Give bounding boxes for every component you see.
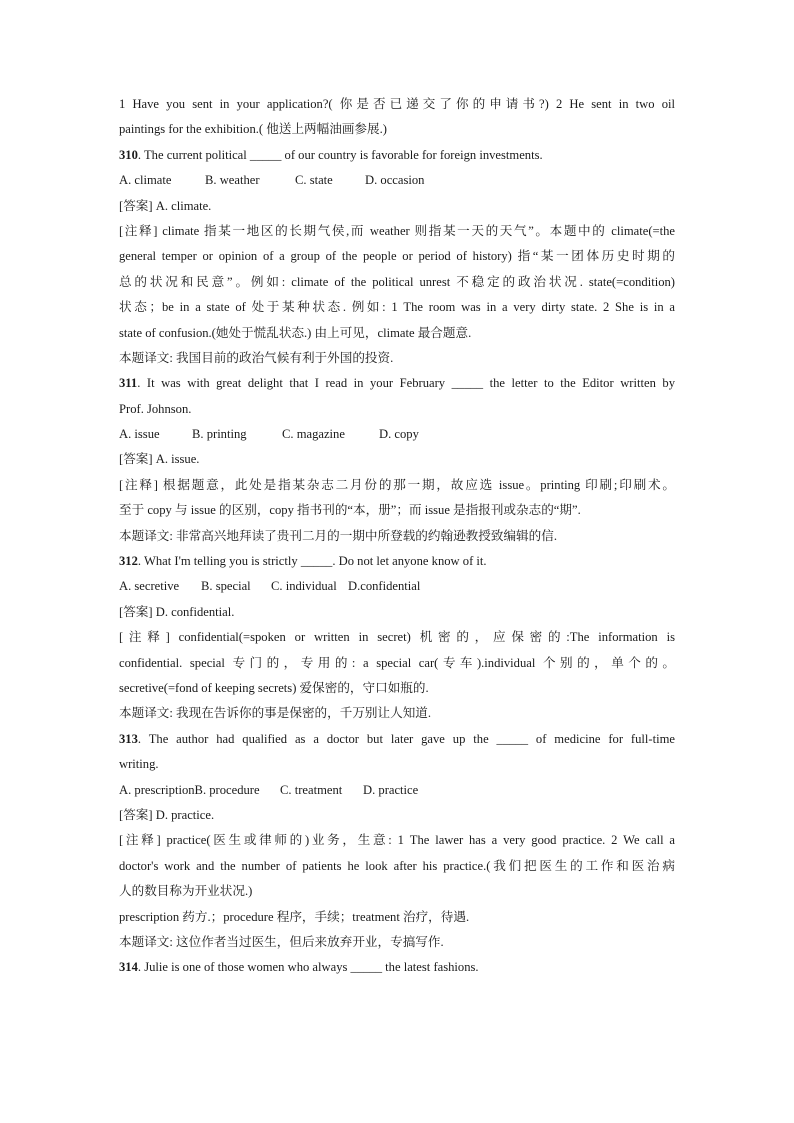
question-stem: . The author had qualified as a doctor but later gave up the _____ of medicine for full-time xyxy=(137,731,675,746)
note-310-line-1: [注释] climate 指某一地区的长期气侯,而 weather 则指某一天的天气”。本题中的 climate(=the xyxy=(119,223,675,238)
option-c: C. magazine xyxy=(282,427,345,442)
option-a: A. issue xyxy=(119,427,160,442)
option-b: B. special xyxy=(201,579,251,594)
note-313-line-1: [注释] practice(医生或律师的)业务，生意: 1 The lawer has a very good practice. 2 We call a xyxy=(119,833,675,848)
question-stem: . It was with great delight that I read in your February _____ the letter to the Editor written by xyxy=(137,376,675,391)
option-d: D. occasion xyxy=(365,173,425,188)
option-b: B. weather xyxy=(205,173,260,188)
translation-312: 本题译文: 我现在告诉你的事是保密的，千万别让人知道. xyxy=(119,706,432,721)
options-310 xyxy=(119,168,675,193)
option-d: D. practice xyxy=(363,782,419,797)
question-310 xyxy=(119,143,675,168)
answer-312: [答案] D. confidential. xyxy=(119,604,235,619)
document-page xyxy=(119,92,675,981)
question-number: 313 xyxy=(119,731,138,746)
options-313 xyxy=(119,778,675,803)
question-stem: . The current political _____ of our country is favorable for foreign investments. xyxy=(137,147,543,162)
question-313-cont: writing. xyxy=(119,757,159,772)
translation-310: 本题译文: 我国目前的政治气候有利于外国的投资. xyxy=(119,350,394,365)
note-313-line-2: doctor's work and the number of patients he look after his practice.(我们把医生的工作和医治病 xyxy=(119,858,675,873)
note-310-line-3: 总的状况和民意”。例如: climate of the political unrest 不稳定的政治状况. state(=condition) xyxy=(119,274,675,289)
question-number: 312 xyxy=(119,554,138,569)
translation-313: 本题译文: 这位作者当过医生，但后来放弃开业，专搞写作. xyxy=(119,934,444,949)
option-d: D. copy xyxy=(379,427,419,442)
option-d: D.confidential xyxy=(348,579,421,594)
option-a: A. climate xyxy=(119,173,172,188)
options-312 xyxy=(119,574,675,599)
option-c: C. individual xyxy=(271,579,337,594)
answer-313: [答案] D. practice. xyxy=(119,807,215,822)
note-310-line-5: state of confusion.(她处于慌乱状态.) 由上可见，climate 最合题意. xyxy=(119,325,472,340)
note-313-line-3: 人的数目称为开业状况.) xyxy=(119,884,253,899)
note-311-line-1: [注释] 根据题意，此处是指某杂志二月份的那一期，故应选 issue。printing 印刷;印刷术。 xyxy=(119,477,675,492)
note-310-line-2: general temper or opinion of a group of the people or period of history) 指“某一团体历史时期的 xyxy=(119,249,675,264)
option-a: A. secretive xyxy=(119,579,180,594)
question-number: 311 xyxy=(119,376,138,391)
option-a-b: A. prescriptionB. procedure xyxy=(119,782,260,797)
note-312-line-3: secretive(=fond of keeping secrets) 爱保密的，守口如瓶的. xyxy=(119,680,429,695)
option-c: C. state xyxy=(295,173,333,188)
note-311-line-2: 至于 copy 与 issue 的区别，copy 指书刊的“本，册”；而 issue 是指报刊或杂志的“期”. xyxy=(119,503,581,518)
question-311 xyxy=(119,371,675,396)
question-stem: . What I'm telling you is strictly _____. Do not let anyone know of it. xyxy=(137,554,487,569)
question-311-cont: Prof. Johnson. xyxy=(119,401,192,416)
question-312 xyxy=(119,549,675,574)
option-c: C. treatment xyxy=(280,782,343,797)
note-310-line-4: 状态；be in a state of 处于某种状态. 例如: 1 The room was in a very dirty state. 2 She is in a xyxy=(119,300,675,315)
question-stem: . Julie is one of those women who always _____ the latest fashions. xyxy=(137,960,479,975)
intro-line-2: paintings for the exhibition.( 他送上两幅油画参展.) xyxy=(119,122,387,137)
note-312-line-2: confidential. special 专门的，专用的: a special car(专车).individual 个别的，单个的。 xyxy=(119,655,675,670)
answer-311: [答案] A. issue. xyxy=(119,452,200,467)
intro-line-1: 1 Have you sent in your application?( 你是否已递交了你的申请书?) 2 He sent in two oil xyxy=(119,97,675,111)
note-313-line-4: prescription 药方.；procedure 程序，手续；treatment 治疗，待遇. xyxy=(119,909,470,924)
question-number: 314 xyxy=(119,960,138,975)
options-311 xyxy=(119,422,675,447)
translation-311: 本题译文: 非常高兴地拜读了贵刊二月的一期中所登载的约翰逊教授致编辑的信. xyxy=(119,528,557,543)
answer-310: [答案] A. climate. xyxy=(119,198,212,213)
question-number: 310 xyxy=(119,147,138,162)
question-313 xyxy=(119,727,675,752)
option-b: B. printing xyxy=(192,427,247,442)
question-314 xyxy=(119,955,675,980)
note-312-line-1: [注释] confidential(=spoken or written in secret) 机密的，应保密的:The information is xyxy=(119,630,675,645)
